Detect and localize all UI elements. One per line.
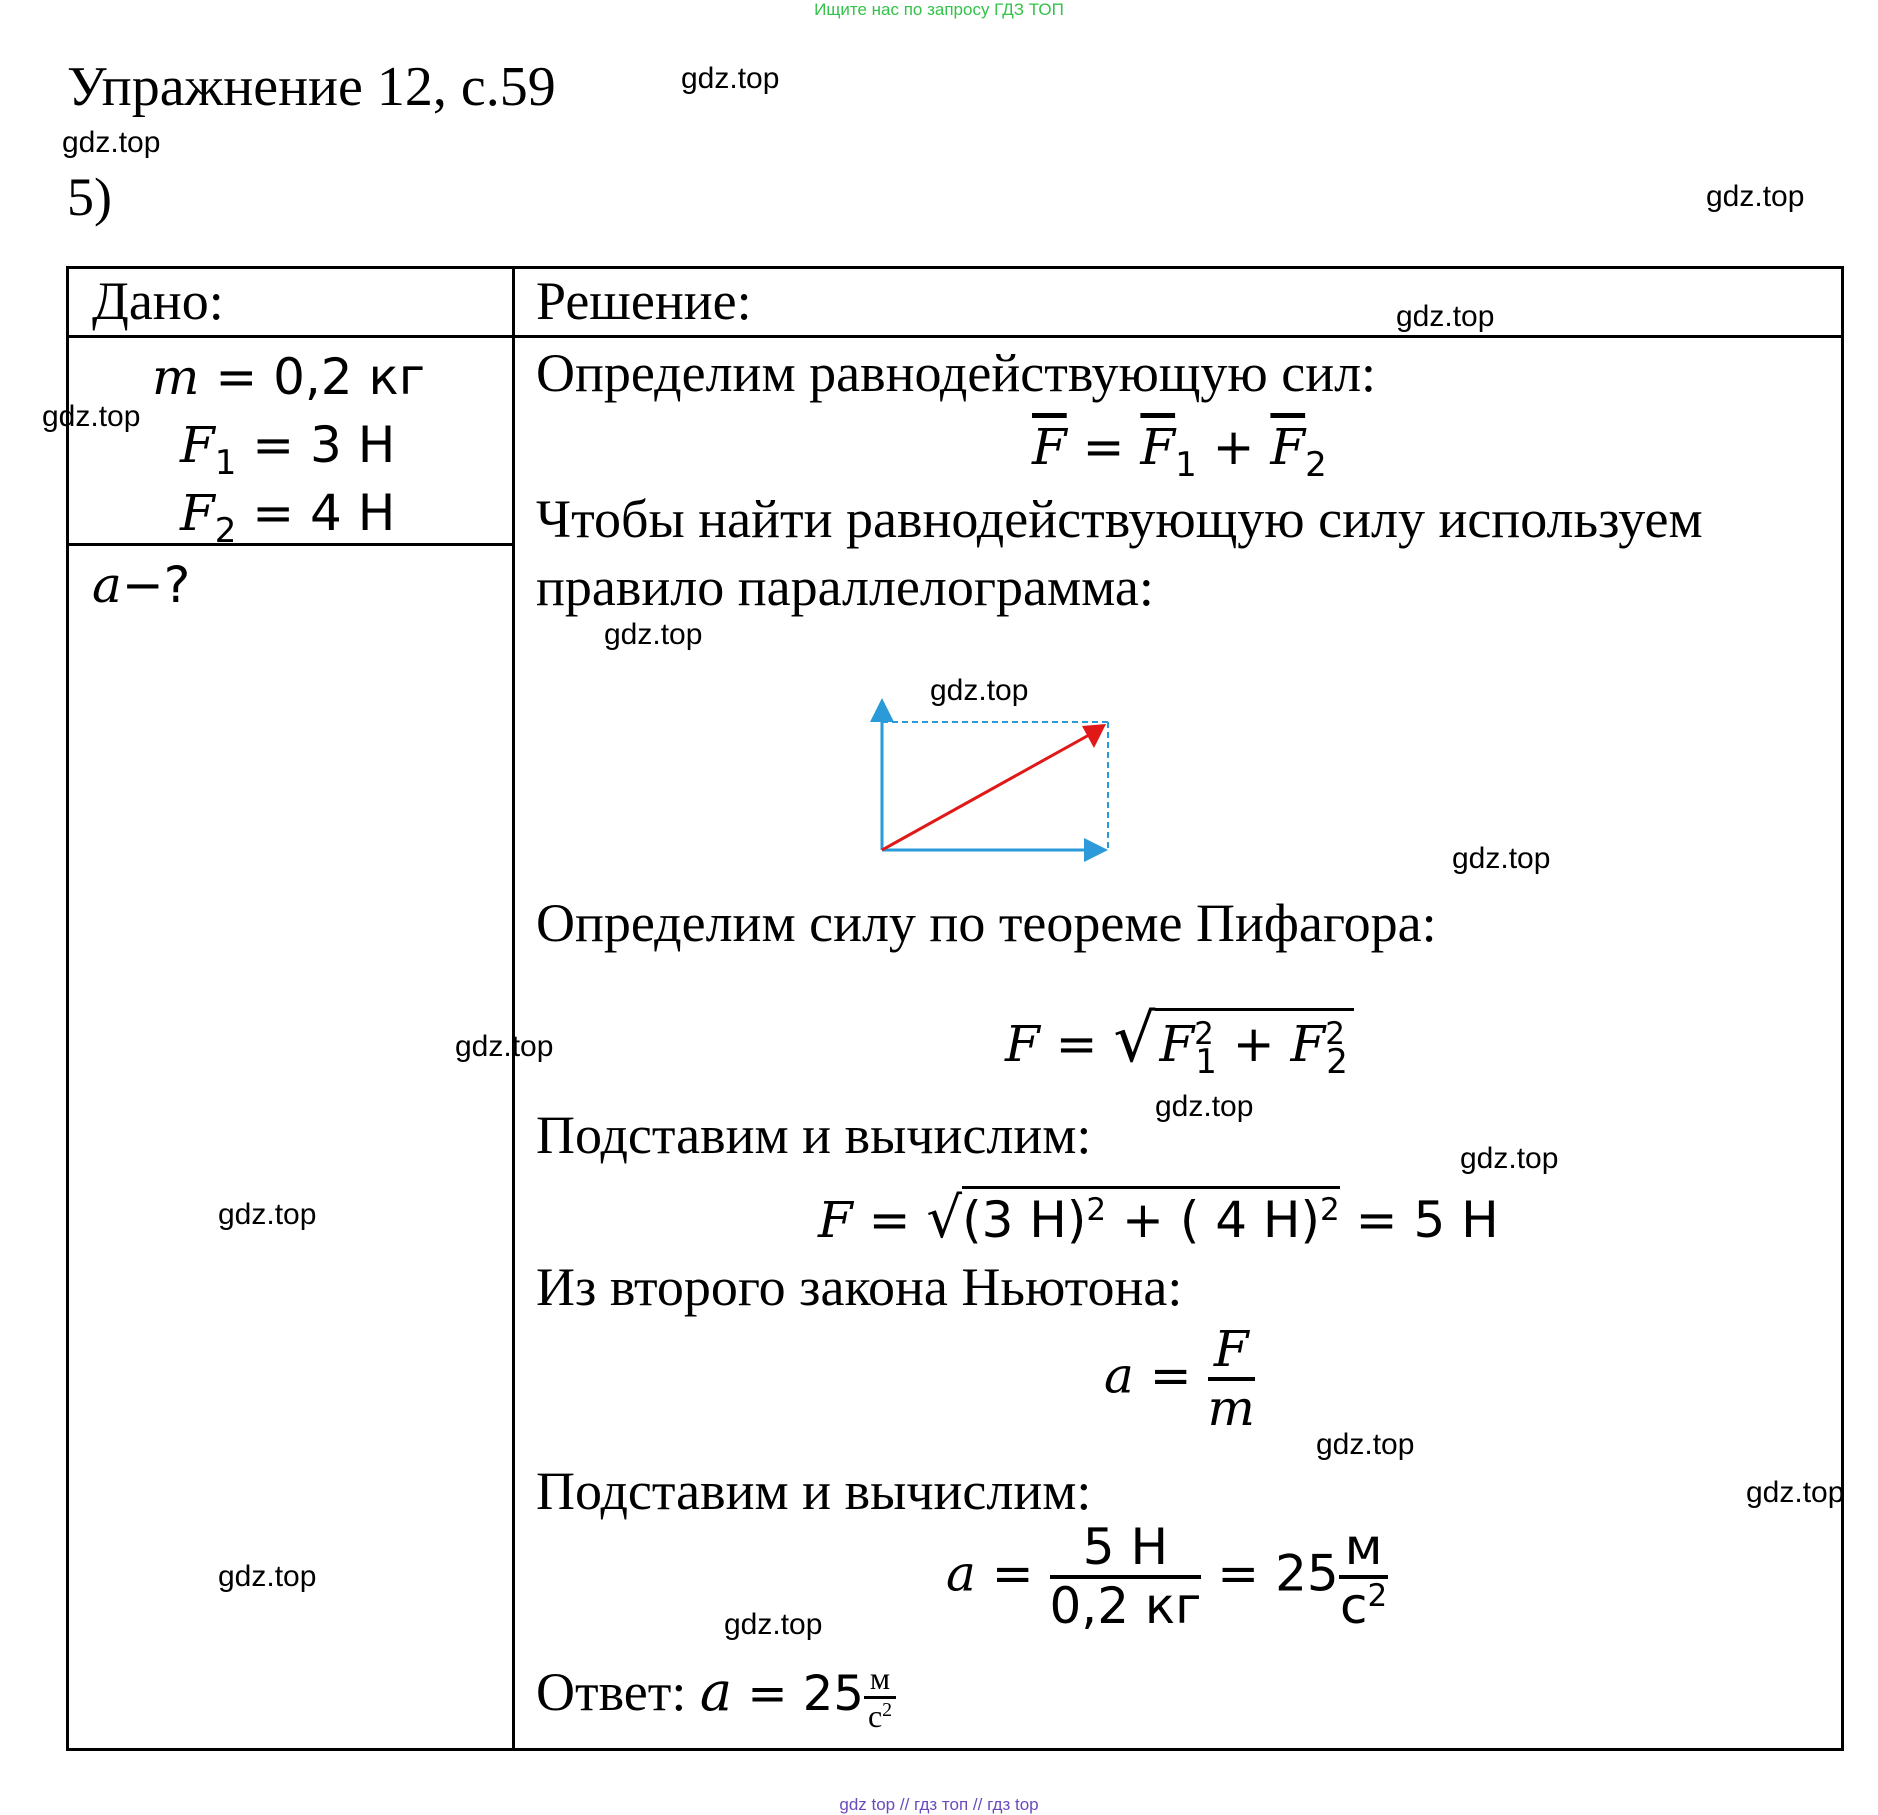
pyth-equals: = xyxy=(1039,1015,1114,1073)
watermark: gdz.top xyxy=(1396,300,1495,333)
task-number: 5) xyxy=(67,167,112,227)
answer-value: = 25 xyxy=(732,1666,864,1722)
f2-value: = 4 Н xyxy=(236,484,396,542)
calc2-result: = 25 xyxy=(1201,1544,1339,1603)
watermark: gdz.top xyxy=(930,674,1029,707)
calc1-sup-a: 2 xyxy=(1086,1191,1107,1228)
vector-f2: $\overline{F}$ xyxy=(1270,418,1306,476)
watermark: gdz.top xyxy=(681,62,780,95)
watermark: gdz.top xyxy=(1460,1142,1559,1175)
vector-f: $\overline{F}$ xyxy=(1032,418,1067,476)
pyth-f2: F xyxy=(1290,1015,1326,1073)
watermark: gdz.top xyxy=(1706,180,1805,213)
watermark: gdz.top xyxy=(1746,1476,1845,1509)
mass-symbol: m xyxy=(152,348,200,406)
pyth-radicand xyxy=(1155,1008,1353,1082)
calc1-result: = 5 Н xyxy=(1339,1191,1499,1249)
pyth-f2-sup: 2 xyxy=(1325,1015,1345,1052)
parallelogram-diagram xyxy=(860,690,1160,890)
vector-f1-arrowhead xyxy=(1084,838,1108,862)
answer-unit-den-base: с xyxy=(867,1698,883,1735)
calc1-term-b: + ( 4 Н) xyxy=(1106,1191,1321,1249)
pyth-f1: F xyxy=(1159,1015,1195,1073)
solution-line-parallelogram-b: правило параллелограмма: xyxy=(536,557,1154,617)
acceleration-calculation xyxy=(946,1520,1388,1634)
find-acceleration xyxy=(92,556,190,614)
pyth-f1-sub: 1 xyxy=(1195,1041,1217,1082)
watermark: gdz.top xyxy=(218,1560,317,1593)
vector-f1: $\overline{F}$ xyxy=(1140,418,1176,476)
vector-f2-sub: 2 xyxy=(1305,444,1327,485)
calc2-unit xyxy=(1339,1520,1389,1634)
vector-equals: = xyxy=(1066,418,1141,476)
vector-f1-sub: 1 xyxy=(1175,444,1197,485)
given-force-1 xyxy=(180,416,395,483)
pythagoras-equation xyxy=(1005,1000,1354,1082)
calc2-denominator: 0,2 кг xyxy=(1049,1577,1202,1636)
watermark: gdz.top xyxy=(42,400,141,433)
solution-line-resultant: Определим равнодействующую сил: xyxy=(536,343,1377,403)
find-text: −? xyxy=(121,556,191,614)
calc2-unit-den-base: с xyxy=(1339,1577,1368,1636)
calc2-fraction xyxy=(1050,1520,1202,1634)
calc2-unit-den-sup: 2 xyxy=(1367,1578,1388,1614)
answer-line xyxy=(536,1660,896,1734)
calc2-unit-den xyxy=(1339,1579,1389,1634)
page-title: Упражнение 12, с.59 xyxy=(67,56,556,118)
table-divider-header xyxy=(66,335,1844,338)
footer-link-gdz-top-ru[interactable]: гдз топ xyxy=(914,1795,969,1814)
sqrt-sign: √ xyxy=(1113,1000,1156,1077)
calc2-numerator: 5 Н xyxy=(1050,1520,1202,1579)
watermark: gdz.top xyxy=(218,1198,317,1231)
newton-denominator: m xyxy=(1207,1379,1255,1437)
newton-fraction xyxy=(1208,1322,1255,1436)
pyth-plus: + xyxy=(1216,1015,1291,1073)
f1-subscript: 1 xyxy=(214,442,237,483)
answer-unit xyxy=(864,1661,896,1734)
pyth-f: F xyxy=(1005,1015,1040,1073)
calc1-sup-b: 2 xyxy=(1320,1191,1340,1228)
given-force-2 xyxy=(180,484,395,551)
newton-equation xyxy=(1104,1322,1255,1436)
answer-unit-den-sup: 2 xyxy=(882,1699,893,1722)
calc1-term-a: (3 Н) xyxy=(962,1191,1087,1249)
given-mass xyxy=(152,348,425,406)
footer-links xyxy=(0,1795,1878,1815)
answer-symbol: a xyxy=(699,1660,733,1723)
calc1-f: F xyxy=(818,1191,853,1249)
newton-numerator: F xyxy=(1208,1322,1255,1381)
watermark: gdz.top xyxy=(724,1608,823,1641)
solution-line-parallelogram-a: Чтобы найти равнодействующую силу используем xyxy=(536,489,1703,549)
mass-value: = 0,2 кг xyxy=(199,348,425,406)
answer-unit-den xyxy=(864,1699,896,1734)
calc1-radicand xyxy=(962,1186,1340,1249)
watermark: gdz.top xyxy=(455,1030,554,1063)
answer-label: Ответ: xyxy=(536,1662,700,1722)
solution-line-pythagoras: Определим силу по теореме Пифагора: xyxy=(536,893,1437,953)
vector-sum-equation xyxy=(1032,418,1327,485)
answer-unit-num: м xyxy=(864,1661,896,1699)
watermark: gdz.top xyxy=(1155,1090,1254,1123)
solution-line-substitute-2: Подставим и вычислим: xyxy=(536,1461,1092,1521)
vector-f2-arrowhead xyxy=(870,698,894,722)
calc2-unit-num: м xyxy=(1339,1520,1389,1579)
newton-a: a xyxy=(1104,1346,1134,1405)
pyth-f1-sup: 2 xyxy=(1194,1015,1214,1052)
resultant-arrow xyxy=(882,730,1098,850)
given-header: Дано: xyxy=(92,271,224,331)
solution-line-substitute-1: Подставим и вычислим: xyxy=(536,1105,1092,1165)
pyth-f2-sub: 2 xyxy=(1326,1041,1348,1082)
watermark: gdz.top xyxy=(62,126,161,159)
find-symbol: a xyxy=(92,556,122,614)
f1-value: = 3 Н xyxy=(236,416,396,474)
f2-subscript: 2 xyxy=(214,510,237,551)
watermark: gdz.top xyxy=(1316,1428,1415,1461)
watermark: gdz.top xyxy=(1452,842,1551,875)
f2-symbol: F xyxy=(180,484,215,542)
watermark: gdz.top xyxy=(604,618,703,651)
solution-header: Решение: xyxy=(536,271,752,331)
calc2-a: a xyxy=(946,1544,976,1603)
search-banner: Ищите нас по запросу ГДЗ ТОП xyxy=(814,0,1064,19)
table-divider-vertical xyxy=(512,266,515,1751)
footer-separator: // xyxy=(895,1795,915,1814)
calc1-sqrt-sign: √ xyxy=(926,1186,963,1251)
calc1-equals: = xyxy=(852,1191,927,1249)
calc2-equals: = xyxy=(975,1544,1050,1603)
solution-line-newton: Из второго закона Ньютона: xyxy=(536,1257,1183,1317)
footer-separator: // xyxy=(968,1795,988,1814)
force-calculation xyxy=(818,1186,1499,1251)
newton-equals: = xyxy=(1133,1346,1208,1405)
footer-link-gdz-top-mixed[interactable]: гдз top xyxy=(987,1795,1039,1814)
footer-link-gdz-top[interactable]: gdz top xyxy=(839,1795,896,1814)
vector-plus: + xyxy=(1196,418,1271,476)
f1-symbol: F xyxy=(180,416,215,474)
